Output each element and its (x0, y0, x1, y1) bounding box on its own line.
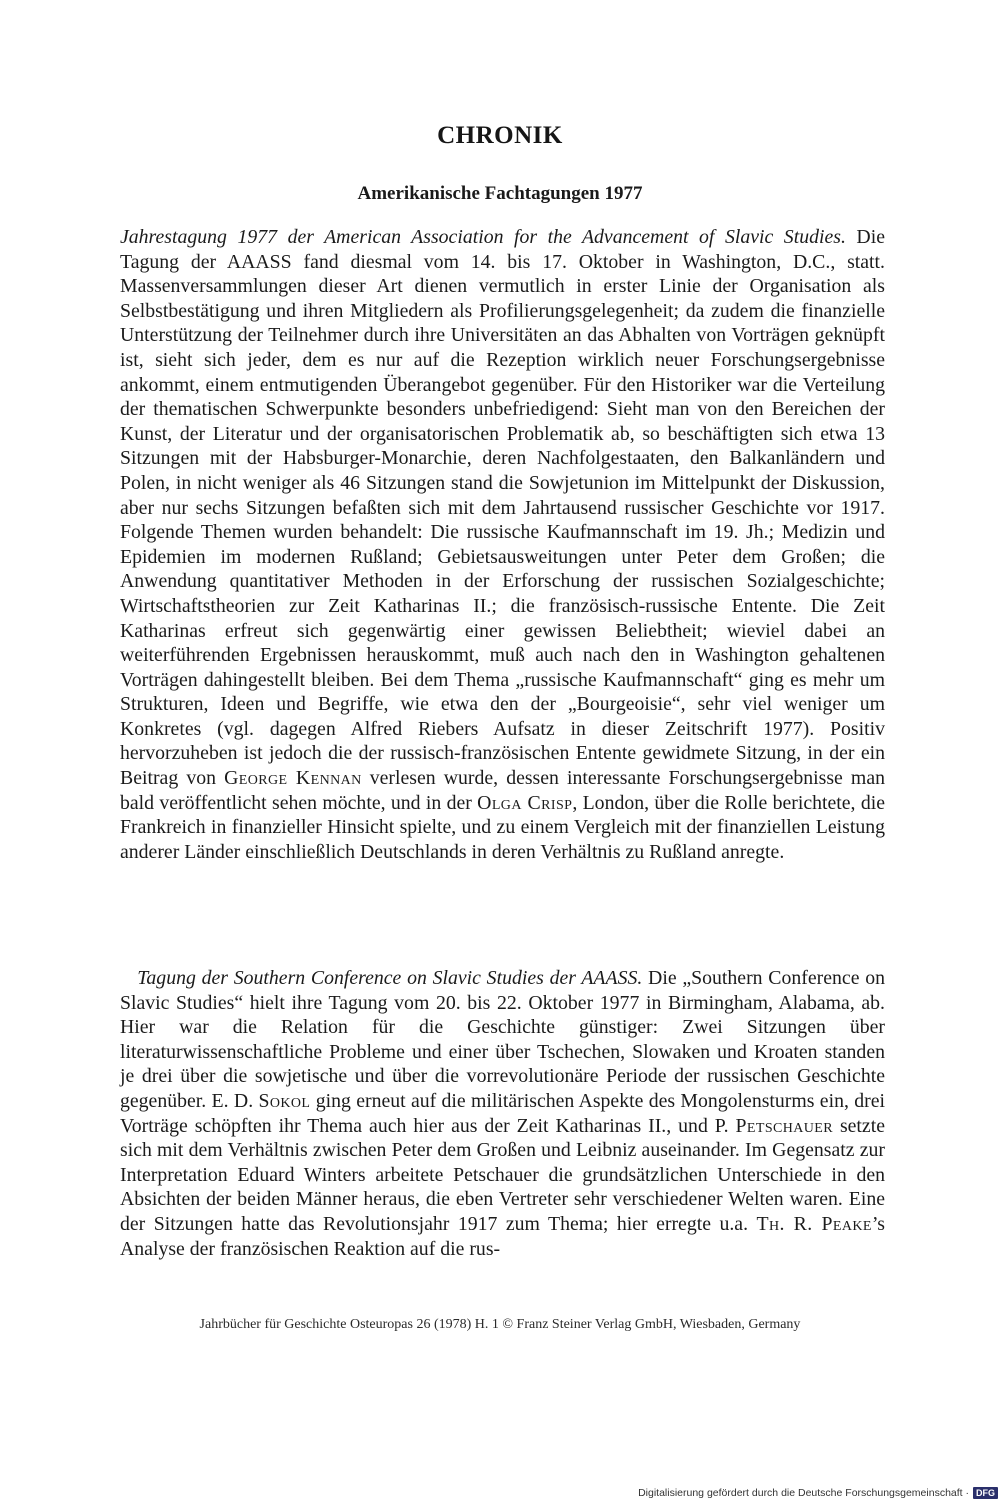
paragraph-text-part: ging erneut auf die militärischen Aspekte des Mongolensturms ein, drei Vorträge schöpften ihr Thema auch hier aus der Zeit Katharinas II., und P. (120, 1089, 885, 1137)
person-name-crisp: Olga Crisp (477, 791, 573, 814)
person-name-peake: Th. R. Peake (756, 1212, 872, 1235)
paragraph-text-part: Die „Southern Conference on Slavic Studies“ hielt ihre Tagung vom 20. bis 22. Oktober 1977 in Birmingham, Alabama, ab. Hier war die Relation für die Geschichte günstiger: Zwei Sitzungen über literaturwissenschaftliche Probleme und einer über Tschechen, Slowaken und Kroaten standen je drei über die sowjetische und über die vorrevolutionäre Periode der russischen Geschichte gegenüber. E. D. (120, 967, 885, 1112)
paragraph-southern-conference (120, 966, 885, 1261)
person-name-petschauer: Petschauer (735, 1114, 833, 1137)
paragraph-text-part: verlesen wurde, dessen interessante Forschungsergebnisse man bald veröffentlicht sehen möchte, und in der (120, 767, 885, 814)
digitization-notice (638, 1483, 1000, 1503)
paragraph-text (120, 225, 885, 864)
paragraph-text-part: , London, über die Rolle berichtete, die Frankreich in finanzieller Hinsicht spielte, und zu einem Vergleich mit der finanziellen Leistung anderer Länder einschließlich Deutschlands in deren Verhältnis zu Rußland anregte. (120, 791, 885, 863)
dfg-logo: DFG (973, 1487, 998, 1499)
page-title: CHRONIK (437, 122, 563, 149)
digitization-notice-text: Digitalisierung gefördert durch die Deutsche Forschungsgemeinschaft · (638, 1487, 969, 1499)
paragraph-aaass-annual-meeting (120, 225, 885, 864)
paragraph-text-part: Die Tagung der AAASS fand diesmal vom 14. bis 17. Oktober in Washington, D.C., statt. Massenversammlungen dieser Art dienen vermutlich in erster Linie der Organisation als Selbstbestätigung und ihren Mitgliedern als Profilierungsgelegenheit; da zudem die finanzielle Unterstützung der Teilnehmer durch ihre Universitäten an das Abhalten von Vorträgen geknüpft ist, sieht sich jeder, dem es nur auf die Rezeption wirklich neuer Forschungsergebnisse ankommt, einem entmutigenden Überangebot gegenüber. Für den Historiker war die Verteilung der thematischen Schwerpunkte besonders unbefriedigend: Sieht man von den Bereichen der Kunst, der Literatur und der organisatorischen Problematik ab, so beschäftigten sich etwa 13 Sitzungen mit der Habsburger-Monarchie, deren Nachfolgestaaten, den Balkanländern und Polen, in nicht weniger als 46 Sitzungen stand die Sowjetunion im Mittelpunkt der Diskussion, aber nur sechs Sitzungen befaßten sich mit dem Jahrtausend russischer Geschichte vor 1917. Folgende Themen wurden behandelt: Die russische Kaufmannschaft im 19. Jh.; Medizin und Epidemien im modernen Rußland; Gebietsausweitungen unter Peter dem Großen; die Anwendung quantitativer Methoden in der Erforschung der russischen Sozialgeschichte; Wirtschaftstheorien zur Zeit Katharinas II.; die französisch-russische Entente. Die Zeit Katharinas erfreut sich gegenwärtig einer gewissen Beliebtheit; wieviel dabei an weiterführenden Ergebnissen herauskommt, muß auch nach den in Washington gehaltenen Vorträgen dahingestellt bleiben. Bei dem Thema „russische Kaufmannschaft“ ging es mehr um Strukturen, Ideen und Begriffe, wie etwa den der „Bourgeoisie“, sehr viel weniger um Konkretes (vgl. dagegen Alfred Riebers Aufsatz in dieser Zeitschrift 1977). Positiv hervorzuheben ist jedoch die der russisch-französischen Entente gewidmete Sitzung, in der ein Beitrag von (120, 226, 885, 790)
paragraph-text (120, 966, 885, 1261)
person-name-kennan: George Kennan (224, 767, 362, 790)
journal-citation-footer: Jahrbücher für Geschichte Osteuropas 26 (1978) H. 1 © Franz Steiner Verlag GmbH, Wiesbaden, Germany (199, 1317, 801, 1332)
person-name-sokol: Sokol (258, 1089, 311, 1112)
paragraph-lead-italic: Tagung der Southern Conference on Slavic Studies der AAASS. (137, 967, 643, 989)
paragraph-lead-italic: Jahrestagung 1977 der American Association for the Advancement of Slavic Studies. (120, 226, 846, 248)
section-title: Amerikanische Fachtagungen 1977 (357, 183, 643, 204)
paragraph-text-part: ’s Analyse der französischen Reaktion auf die rus- (120, 1212, 886, 1260)
paragraph-text-part: setzte sich mit dem Verhältnis zwischen Peter dem Großen und Leibniz auseinander. Im Gegensatz zur Interpretation Eduard Winters arbeitete Petschauer die grundsätzlichen Unterschiede in den Absichten der beiden Männer heraus, die eben Vertreter sehr verschiedener Welten waren. Eine der Sitzungen hatte das Revolutionsjahr 1917 zum Thema; hier erregte u.a. (120, 1114, 885, 1235)
